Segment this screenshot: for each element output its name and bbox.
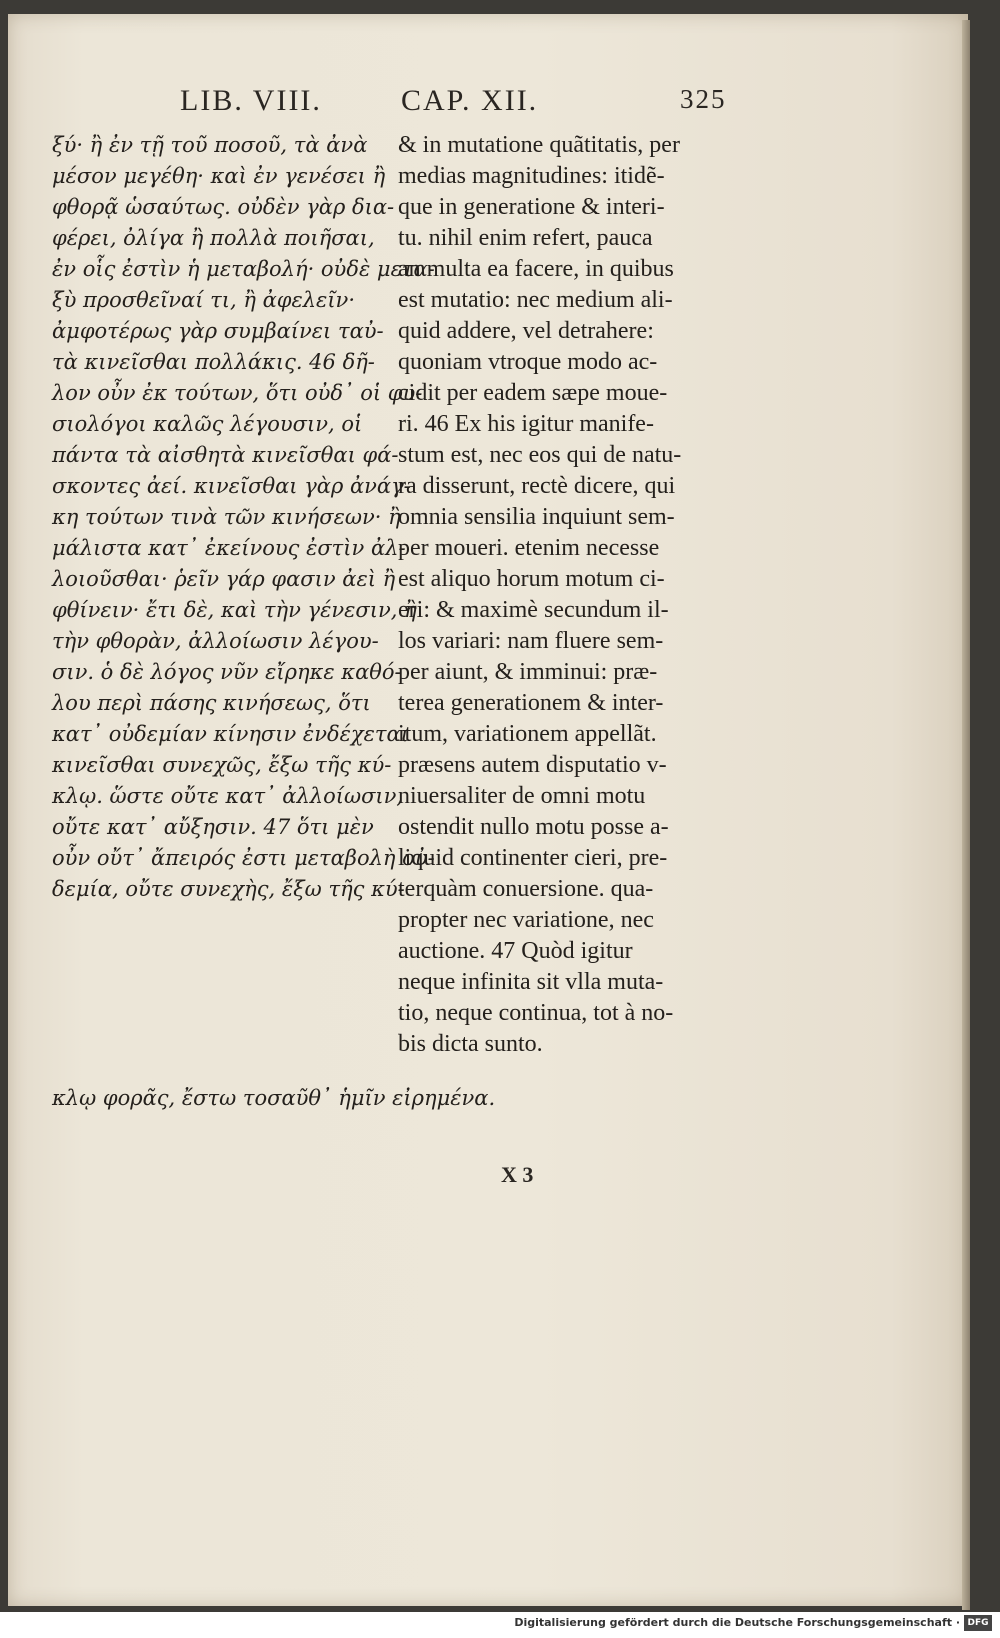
latin-text-line: præsens autem disputatio v-: [398, 752, 667, 778]
greek-text-line: κη τούτων τινὰ τῶν κινήσεων· ἢ: [52, 505, 401, 529]
greek-text-line: σιν. ὁ δὲ λόγος νῦν εἴρηκε καθό-: [52, 660, 402, 684]
latin-text-line: ra disserunt, rectè dicere, qui: [398, 473, 676, 499]
greek-text-line: ἐν οἷς ἐστὶν ἡ μεταβολή· οὐδὲ μετα-: [52, 257, 435, 281]
greek-text-line: τὰ κινεῖσθαι πολλάκις. 46 δῆ-: [52, 350, 375, 374]
greek-text-line: φθίνειν· ἔτι δὲ, καὶ τὴν γένεσιν, ἢ: [52, 598, 417, 622]
greek-text-column: [52, 130, 435, 905]
greek-text-line: ξύ· ἢ ἐν τῇ τοῦ ποσοῦ, τὰ ἀνὰ: [52, 133, 368, 157]
book-number: LIB. VIII.: [180, 84, 322, 117]
latin-text-line: que in generatione & interi-: [398, 194, 665, 220]
latin-text-line: est mutatio: nec medium ali-: [398, 287, 673, 313]
greek-text-line: κλῳ. ὥστε οὔτε κατ᾽ ἀλλοίωσιν,: [52, 784, 404, 808]
latin-text-line: per moueri. etenim necesse: [398, 535, 660, 561]
greek-text-line: δεμία, οὔτε συνεχὴς, ἔξω τῆς κύ-: [52, 877, 405, 901]
latin-text-line: auctione. 47 Quòd igitur: [398, 938, 633, 964]
greek-text-line: λον οὖν ἐκ τούτων, ὅτι οὐδ᾽ οἱ φυ-: [52, 381, 423, 405]
latin-text-line: quoniam vtroque modo ac-: [398, 349, 658, 375]
latin-text-line: per aiunt, & imminui: præ-: [398, 659, 658, 685]
latin-text-line: ostendit nullo motu posse a-: [398, 814, 669, 840]
latin-text-line: quid addere, vel detrahere:: [398, 318, 654, 344]
greek-text-line: σκοντες ἀεί. κινεῖσθαι γὰρ ἀνάγ-: [52, 474, 411, 498]
latin-text-line: an multa ea facere, in quibus: [398, 256, 674, 282]
footer-bar: [0, 1612, 1000, 1638]
book-page: [8, 14, 968, 1606]
latin-text-line: itum, variationem appellãt.: [398, 721, 657, 747]
latin-text-line: & in mutatione quãtitatis, per: [398, 132, 680, 158]
latin-text-line: terea generationem & inter-: [398, 690, 664, 716]
signature-mark: X 3: [501, 1162, 534, 1187]
greek-text-line: οὔτε κατ᾽ αὔξησιν. 47 ὅτι μὲν: [52, 815, 374, 839]
latin-text-line: omnia sensilia inquiunt sem-: [398, 504, 675, 530]
latin-text-line: est aliquo horum motum ci-: [398, 566, 665, 592]
greek-text-line: σιολόγοι καλῶς λέγουσιν, οἱ: [52, 412, 363, 436]
greek-text-line: λοιοῦσθαι· ῥεῖν γάρ φασιν ἀεὶ ἢ: [52, 567, 396, 591]
latin-text-line: tio, neque continua, tot à no-: [398, 1000, 674, 1026]
greek-final-line: κλῳ φορᾶς, ἔστω τοσαῦθ᾽ ἡμῖν εἰρημένα.: [52, 1086, 496, 1110]
latin-text-line: niuersaliter de omni motu: [398, 783, 646, 809]
latin-text-line: medias magnitudines: itidẽ-: [398, 163, 665, 189]
latin-text-line: neque infinita sit vlla muta-: [398, 969, 664, 995]
latin-text-line: terquàm conuersione. qua-: [398, 876, 654, 902]
greek-text-line: λου περὶ πάσης κινήσεως, ὅτι: [52, 691, 371, 715]
greek-text-line: μέσον μεγέθη· καὶ ἐν γενέσει ἢ: [52, 164, 386, 188]
page-edge: [962, 20, 970, 1610]
running-head: [8, 84, 968, 124]
greek-text-line: ἀμφοτέρως γὰρ συμβαίνει ταὐ-: [52, 319, 384, 343]
greek-text-line: τὴν φθορὰν, ἀλλοίωσιν λέγου-: [52, 629, 379, 653]
greek-text-line: μάλιστα κατ᾽ ἐκείνους ἐστὶν ἀλ-: [52, 536, 406, 560]
latin-text-line: stum est, nec eos qui de natu-: [398, 442, 682, 468]
greek-text-line: κινεῖσθαι συνεχῶς, ἔξω τῆς κύ-: [52, 753, 392, 777]
greek-text-line: ξὺ προσθεῖναί τι, ἢ ἀφελεῖν·: [52, 288, 356, 312]
page-number: 325: [680, 84, 727, 114]
dfg-logo: DFG: [964, 1615, 992, 1631]
latin-text-column: [398, 130, 728, 1060]
latin-text-line: bis dicta sunto.: [398, 1031, 543, 1057]
greek-text-line: πάντα τὰ αἰσθητὰ κινεῖσθαι φά-: [52, 443, 399, 467]
latin-text-line: tu. nihil enim refert, pauca: [398, 225, 653, 251]
greek-text-line: κατ᾽ οὐδεμίαν κίνησιν ἐνδέχεται: [52, 722, 409, 746]
greek-text-line: φθορᾷ ὡσαύτως. οὐδὲν γὰρ δια-: [52, 195, 395, 219]
footer-credit: Digitalisierung gefördert durch die Deutsche Forschungsgemeinschaft ·: [514, 1616, 960, 1629]
latin-text-line: ri. 46 Ex his igitur manife-: [398, 411, 654, 437]
chapter-number: CAP. XII.: [401, 84, 539, 117]
latin-text-line: propter nec variatione, nec: [398, 907, 654, 933]
greek-text-line: φέρει, ὀλίγα ἢ πολλὰ ποιῆσαι,: [52, 226, 375, 250]
latin-text-line: liquid continenter cieri, pre-: [398, 845, 668, 871]
latin-text-line: los variari: nam fluere sem-: [398, 628, 664, 654]
latin-text-line: cidit per eadem sæpe moue-: [398, 380, 668, 406]
greek-text-line: οὖν οὔτ᾽ ἄπειρός ἐστι μεταβολὴ οὐ-: [52, 846, 435, 870]
latin-text-line: eri: & maximè secundum il-: [398, 597, 669, 623]
